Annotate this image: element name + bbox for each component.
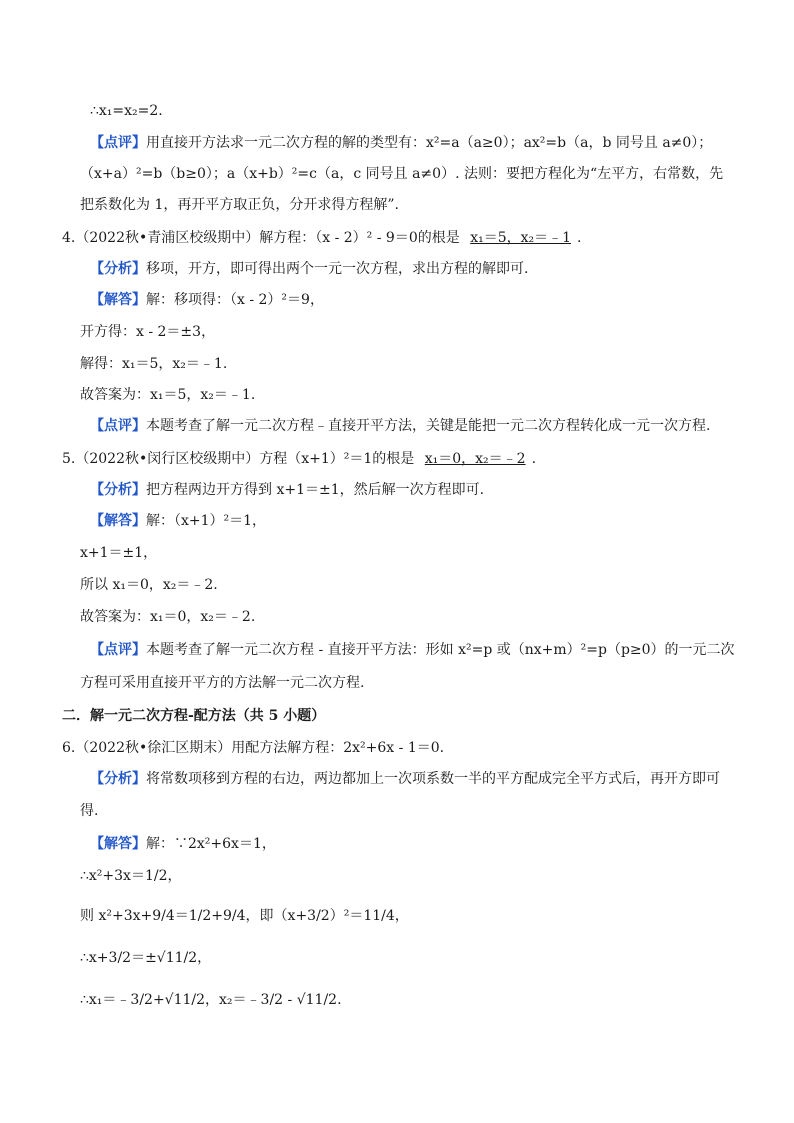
solution-line: 所以 x₁＝0，x₂＝﹣2. <box>80 577 218 593</box>
analysis-tag: 【分析】 <box>90 771 146 787</box>
solution-tag: 【解答】 <box>90 513 146 529</box>
solution-line: ∴x₁=x₂=2. <box>90 103 163 119</box>
solution-text: 解：（x+1）²＝1， <box>146 513 267 529</box>
solution-line: 故答案为：x₁＝0，x₂＝﹣2. <box>80 609 256 625</box>
analysis-text: 移项，开方，即可得出两个一元一次方程，求出方程的解即可. <box>146 261 529 277</box>
solution-line <box>90 290 324 310</box>
solution-tag: 【解答】 <box>90 836 146 852</box>
solution-line: ∴x²+3x＝1/2， <box>80 868 182 884</box>
section-heading: 二．解一元二次方程-配方法（共 5 小题） <box>62 708 326 724</box>
comment-line <box>90 133 712 153</box>
solution-line: 解得：x₁＝5，x₂＝﹣1. <box>80 356 228 372</box>
comment-tag: 【点评】 <box>90 418 146 434</box>
analysis-tag: 【分析】 <box>90 261 146 277</box>
solution-line: 则 x²+3x+9/4＝1/2+9/4，即（x+3/2）²＝11/4， <box>80 908 409 924</box>
analysis-line <box>90 259 528 279</box>
question-stem: 4.（2022秋•青浦区校级期中）解方程：（x - 2）² - 9＝0的根是 <box>62 230 460 246</box>
answer-blank: x₁＝0，x₂＝﹣2 <box>424 451 526 467</box>
comment-line: 方程可采用直接开平方的方法解一元二次方程. <box>80 675 365 691</box>
comment-line: （x+a）²=b（b≥0）；a（x+b）²=c（a，c 同号且 a≠0）. 法则：要把方程化为“左平方，右常数，先 <box>80 166 724 182</box>
solution-line: 故答案为：x₁＝5，x₂＝﹣1. <box>80 387 256 403</box>
solution-tag: 【解答】 <box>90 292 146 308</box>
comment-line: 把系数化为 1，再开平方取正负，分开求得方程解”. <box>80 197 399 213</box>
solution-line <box>90 834 276 854</box>
solution-line: ∴x₁＝﹣3/2+√11/2，x₂＝﹣3/2 - √11/2. <box>80 992 342 1008</box>
question-6: 6.（2022秋•徐汇区期末）用配方法解方程：2x²+6x - 1＝0. <box>62 740 445 756</box>
comment-line <box>90 416 710 436</box>
comment-line <box>90 640 735 660</box>
question-5: 5.（2022秋•闵行区校级期中）方程（x+1）²＝1的根是 x₁＝0，x₂＝﹣2 . <box>62 451 537 467</box>
comment-text: 用直接开方法求一元二次方程的解的类型有：x²=a（a≥0）；ax²=b（a，b 同号且 a≠0）； <box>146 135 713 151</box>
solution-line: ∴x+3/2＝±√11/2， <box>80 950 212 966</box>
question-stem: 5.（2022秋•闵行区校级期中）方程（x+1）²＝1的根是 <box>62 451 415 467</box>
analysis-tag: 【分析】 <box>90 482 146 498</box>
question-4: 4.（2022秋•青浦区校级期中）解方程：（x - 2）² - 9＝0的根是 x₁＝5，x₂＝﹣1 . <box>62 230 582 246</box>
solution-line: x+1＝±1， <box>80 545 158 561</box>
analysis-line: 得. <box>80 803 99 819</box>
solution-text: 解：∵2x²+6x＝1， <box>146 836 276 852</box>
comment-text: 本题考查了解一元二次方程﹣直接开平方法，关键是能把一元二次方程转化成一元一次方程. <box>146 418 711 434</box>
solution-text: 解：移项得：（x - 2）²＝9， <box>146 292 324 308</box>
analysis-text: 把方程两边开方得到 x+1＝±1，然后解一次方程即可. <box>146 482 485 498</box>
solution-line <box>90 511 266 531</box>
answer-blank: x₁＝5，x₂＝﹣1 <box>470 230 572 246</box>
comment-tag: 【点评】 <box>90 642 146 658</box>
comment-tag: 【点评】 <box>90 135 146 151</box>
analysis-line <box>90 480 484 500</box>
comment-text: 本题考查了解一元二次方程 - 直接开平方法：形如 x²=p 或（nx+m）²=p（p≥0）的一元二次 <box>146 642 735 658</box>
solution-line: 开方得：x - 2＝±3， <box>80 324 216 340</box>
analysis-line <box>90 769 720 789</box>
analysis-text: 将常数项移到方程的右边，两边都加上一次项系数一半的平方配成完全平方式后，再开方即可 <box>146 771 720 787</box>
